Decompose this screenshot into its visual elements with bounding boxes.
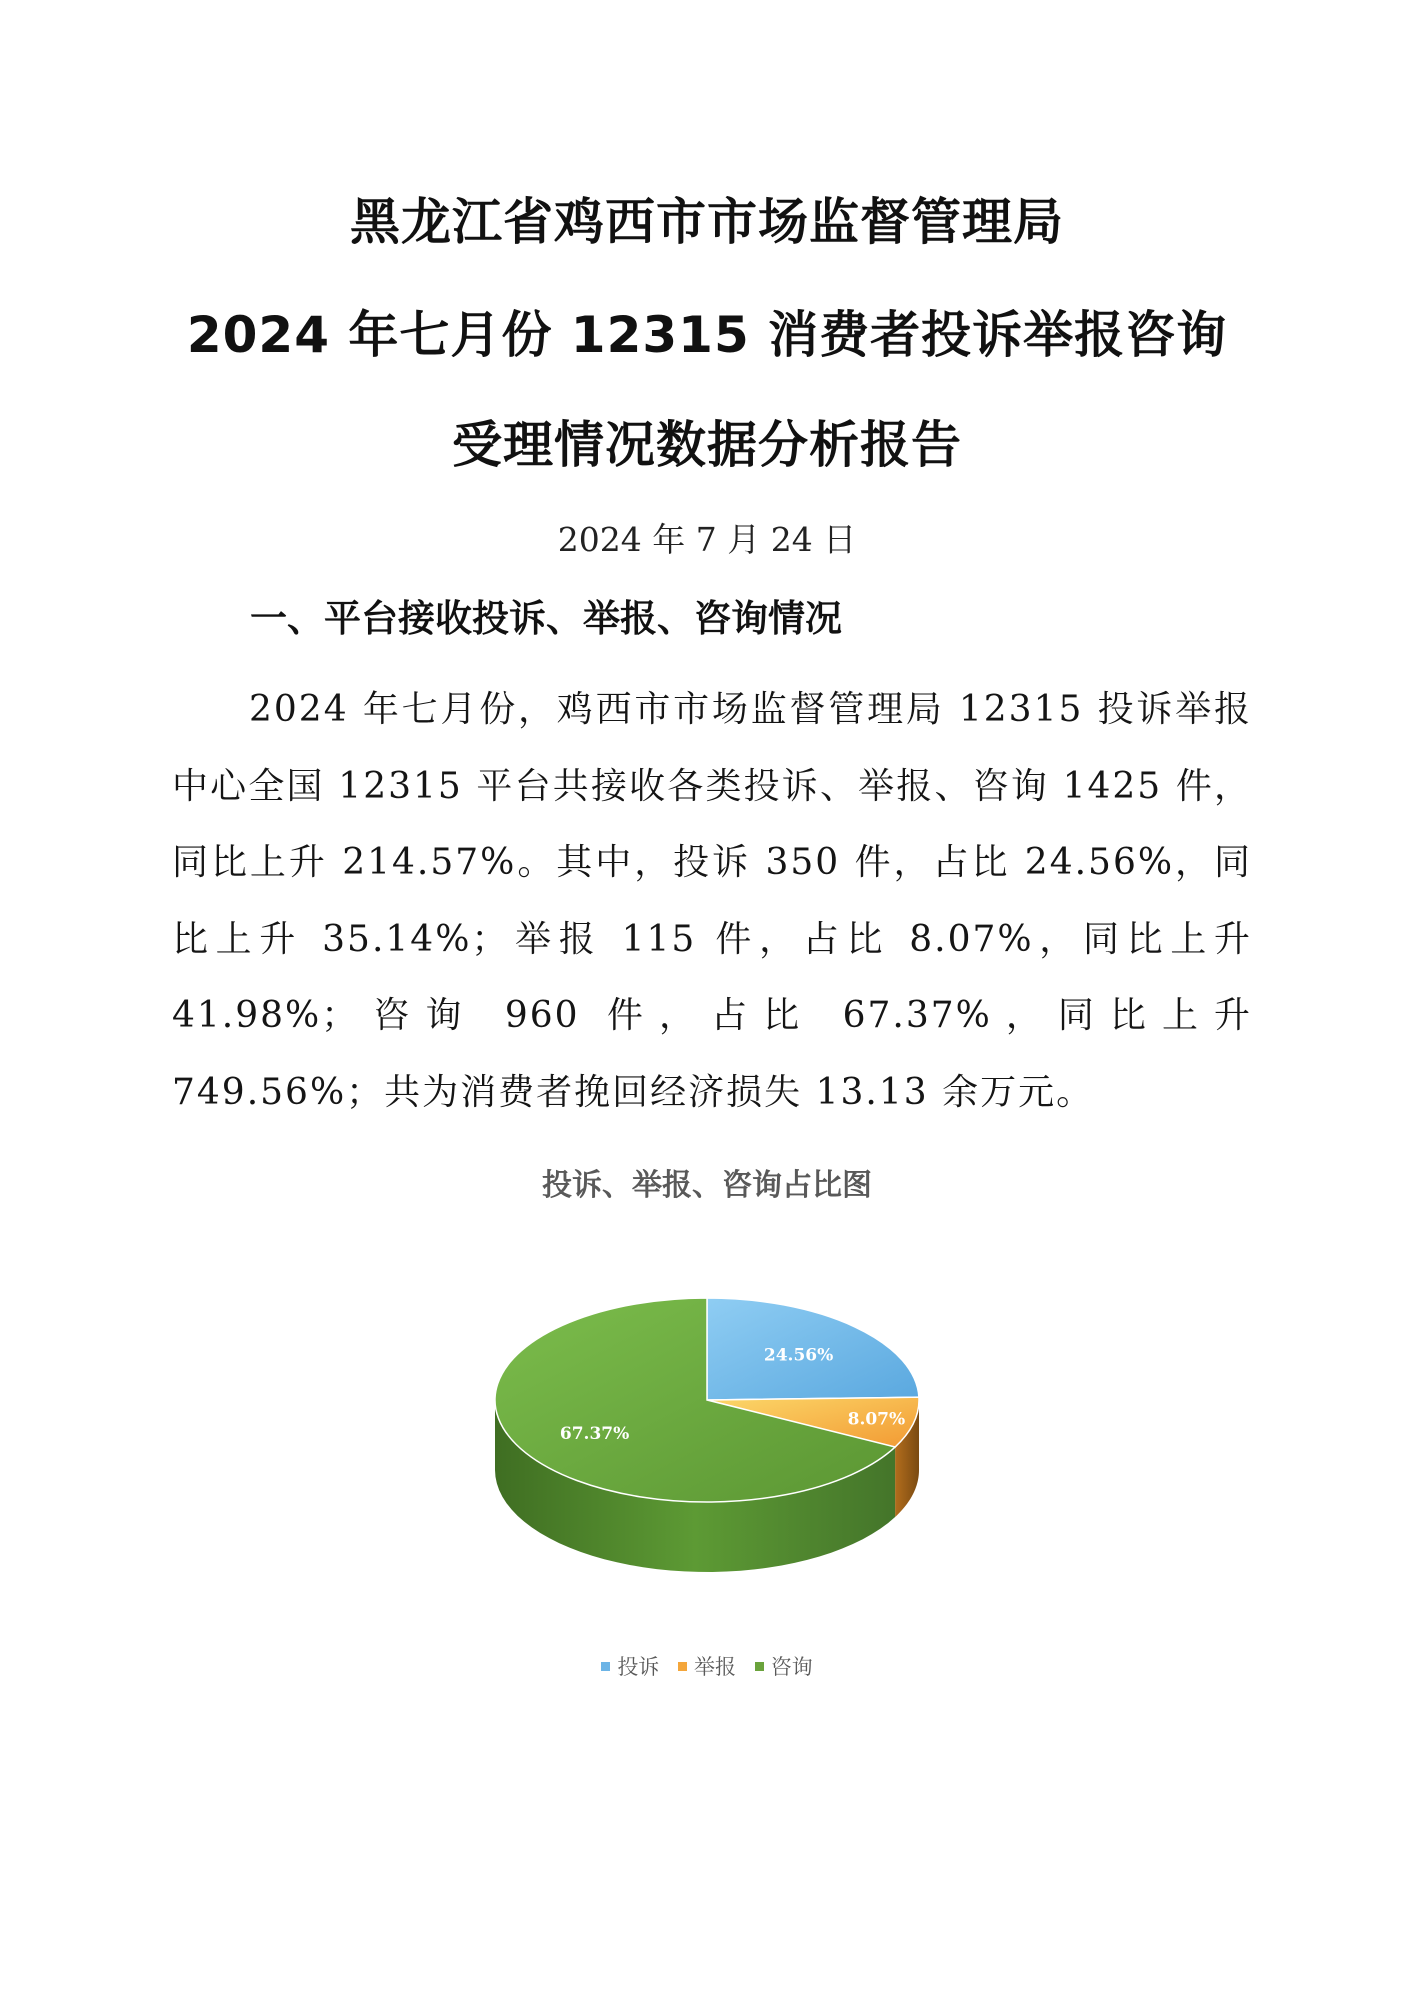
pie-chart [457, 1280, 957, 1620]
chart-legend [0, 1652, 1414, 1682]
legend-label-complaint: 投诉 [617, 1655, 660, 1679]
chart-title: 投诉、举报、咨询占比图 [542, 1168, 872, 1203]
data-label-complaint: 24.56% [763, 1345, 834, 1366]
legend-swatch-complaint [601, 1662, 610, 1671]
legend-swatch-consultation [755, 1662, 764, 1671]
report-title-line-1: 黑龙江省鸡西市市场监督管理局 [350, 193, 1064, 251]
report-date: 2024 年 7 月 24 日 [557, 520, 857, 559]
legend-item-report [678, 1652, 736, 1682]
section-heading: 一、平台接收投诉、举报、咨询情况 [250, 597, 842, 640]
legend-label-report: 举报 [694, 1655, 736, 1679]
data-label-report: 8.07% [847, 1409, 906, 1430]
legend-item-complaint [601, 1652, 659, 1682]
legend-label-consultation: 咨询 [770, 1655, 813, 1679]
report-title-line-2: 2024 年七月份 12315 消费者投诉举报咨询 [186, 306, 1228, 364]
legend-swatch-report [678, 1662, 687, 1671]
legend-item-consultation [755, 1652, 813, 1682]
data-label-consultation: 67.37% [559, 1423, 630, 1444]
body-paragraph: 2024 年七月份，鸡西市市场监督管理局 12315 投诉举报中心全国 12315 平台共接收各类投诉、举报、咨询 1425 件，同比上升 214.57%。其中，投诉 350 件，占比 24.56%，同比上升 35.14%；举报 115 件，占比 8.07%，同比上升 41.98%；咨询 960 件，占比 67.37%，同比上升 749.56%；共为消费者挽回经济损失 13.13 余万元。 [172, 689, 1252, 1113]
report-title-line-3: 受理情况数据分析报告 [452, 416, 962, 474]
